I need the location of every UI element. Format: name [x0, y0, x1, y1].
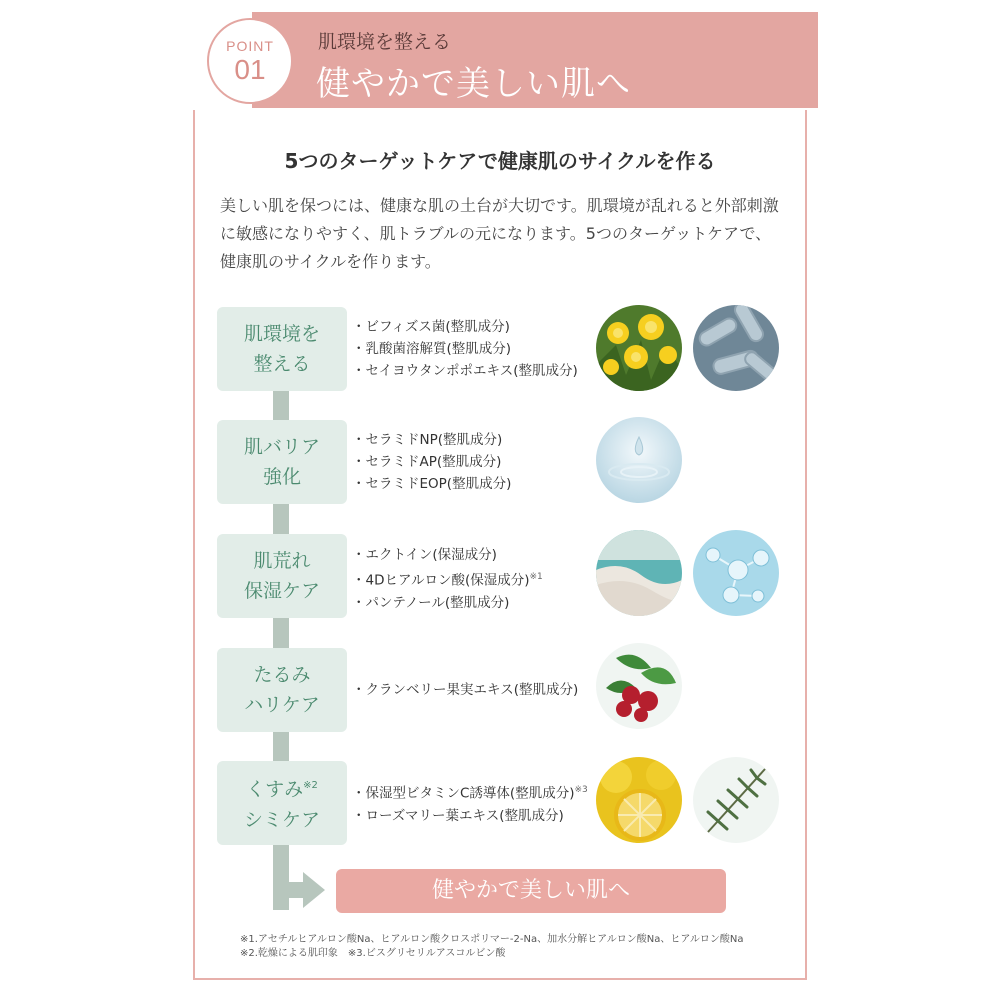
molecule-image [693, 530, 779, 616]
step-4-line2: ハリケア [244, 694, 320, 716]
step-4-ingredients [352, 679, 578, 701]
step-box-4 [217, 648, 347, 732]
step-1-line1: 肌環境を [243, 323, 320, 345]
point-label: POINT [226, 38, 274, 54]
ingredient-item: ・乳酸菌溶解質(整肌成分) [352, 341, 512, 357]
flow-arrow-icon [303, 872, 325, 908]
ingredient-text: ・保湿型ビタミンC誘導体(整肌成分) [352, 785, 575, 802]
flow-connector-horizontal [273, 882, 305, 898]
step-5-line1: くすみ [246, 778, 304, 801]
footnote-marker: ※3 [574, 785, 588, 795]
step-5-line2: シミケア [243, 808, 320, 831]
ingredient-item [352, 779, 588, 805]
ingredient-text: ・4Dヒアルロン酸(保湿成分) [352, 572, 530, 589]
footnote-1: ※1.アセチルヒアルロン酸Na、ヒアルロン酸クロスポリマー-2-Na、加水分解ヒアルロン酸Na、ヒアルロン酸Na [240, 934, 744, 945]
ingredient-item: ・セラミドEOP(整肌成分) [352, 476, 512, 492]
step-box-3 [217, 534, 347, 618]
dandelion-image [596, 305, 682, 391]
footnote-marker: ※2 [303, 780, 318, 792]
step-5-ingredients [352, 779, 588, 827]
step-box-1 [217, 307, 347, 391]
rosemary-image [693, 757, 779, 843]
cranberry-image [596, 643, 682, 729]
lemon-image [596, 757, 682, 843]
point-number: 01 [234, 54, 266, 85]
ingredient-item: ・セラミドNP(整肌成分) [352, 432, 503, 448]
ingredient-item: ・ビフィズス菌(整肌成分) [352, 319, 510, 335]
ingredient-item [352, 566, 543, 592]
footnotes [240, 933, 744, 961]
step-3-ingredients [352, 544, 543, 614]
header-heading: 健やかで美しい肌へ [316, 64, 631, 104]
final-result-banner: 健やかで美しい肌へ [336, 869, 726, 913]
step-box-5 [217, 761, 347, 845]
ingredient-item: ・セラミドAP(整肌成分) [352, 454, 502, 470]
sea-shore-image [596, 530, 682, 616]
step-3-line1: 肌荒れ [253, 550, 311, 572]
step-3-line2: 保湿ケア [243, 580, 320, 602]
ingredient-item: ・ローズマリー葉エキス(整肌成分) [352, 807, 564, 824]
step-box-2 [217, 420, 347, 504]
step-1-ingredients [352, 316, 578, 382]
ingredient-item: ・クランベリー果実エキス(整肌成分) [352, 682, 579, 698]
step-4-line1: たるみ [253, 664, 311, 686]
water-drop-image [596, 417, 682, 503]
bacteria-image [693, 305, 779, 391]
header-subheading: 肌環境を整える [318, 31, 452, 53]
section-subtitle: 5つのターゲットケアで健康肌のサイクルを作る [284, 149, 716, 173]
step-2-line2: 強化 [262, 466, 301, 488]
point-badge [207, 18, 293, 104]
footnote-marker: ※1 [529, 572, 543, 582]
step-1-line2: 整える [253, 353, 311, 375]
footnote-2: ※2.乾燥による肌印象 ※3.ビスグリセリルアスコルビン酸 [240, 948, 506, 959]
intro-text: 美しい肌を保つには、健康な肌の土台が大切です。肌環境が乱れると外部刺激に敏感になりやすく、肌トラブルの元になります。5つのターゲットケアで、健康肌のサイクルを作ります。 [220, 196, 779, 271]
step-2-line1: 肌バリア [243, 436, 320, 458]
ingredient-item: ・セイヨウタンポポエキス(整肌成分) [352, 363, 578, 379]
ingredient-item: ・パンテノール(整肌成分) [352, 594, 510, 611]
ingredient-item: ・エクトイン(保湿成分) [352, 547, 497, 563]
step-2-ingredients [352, 429, 511, 495]
